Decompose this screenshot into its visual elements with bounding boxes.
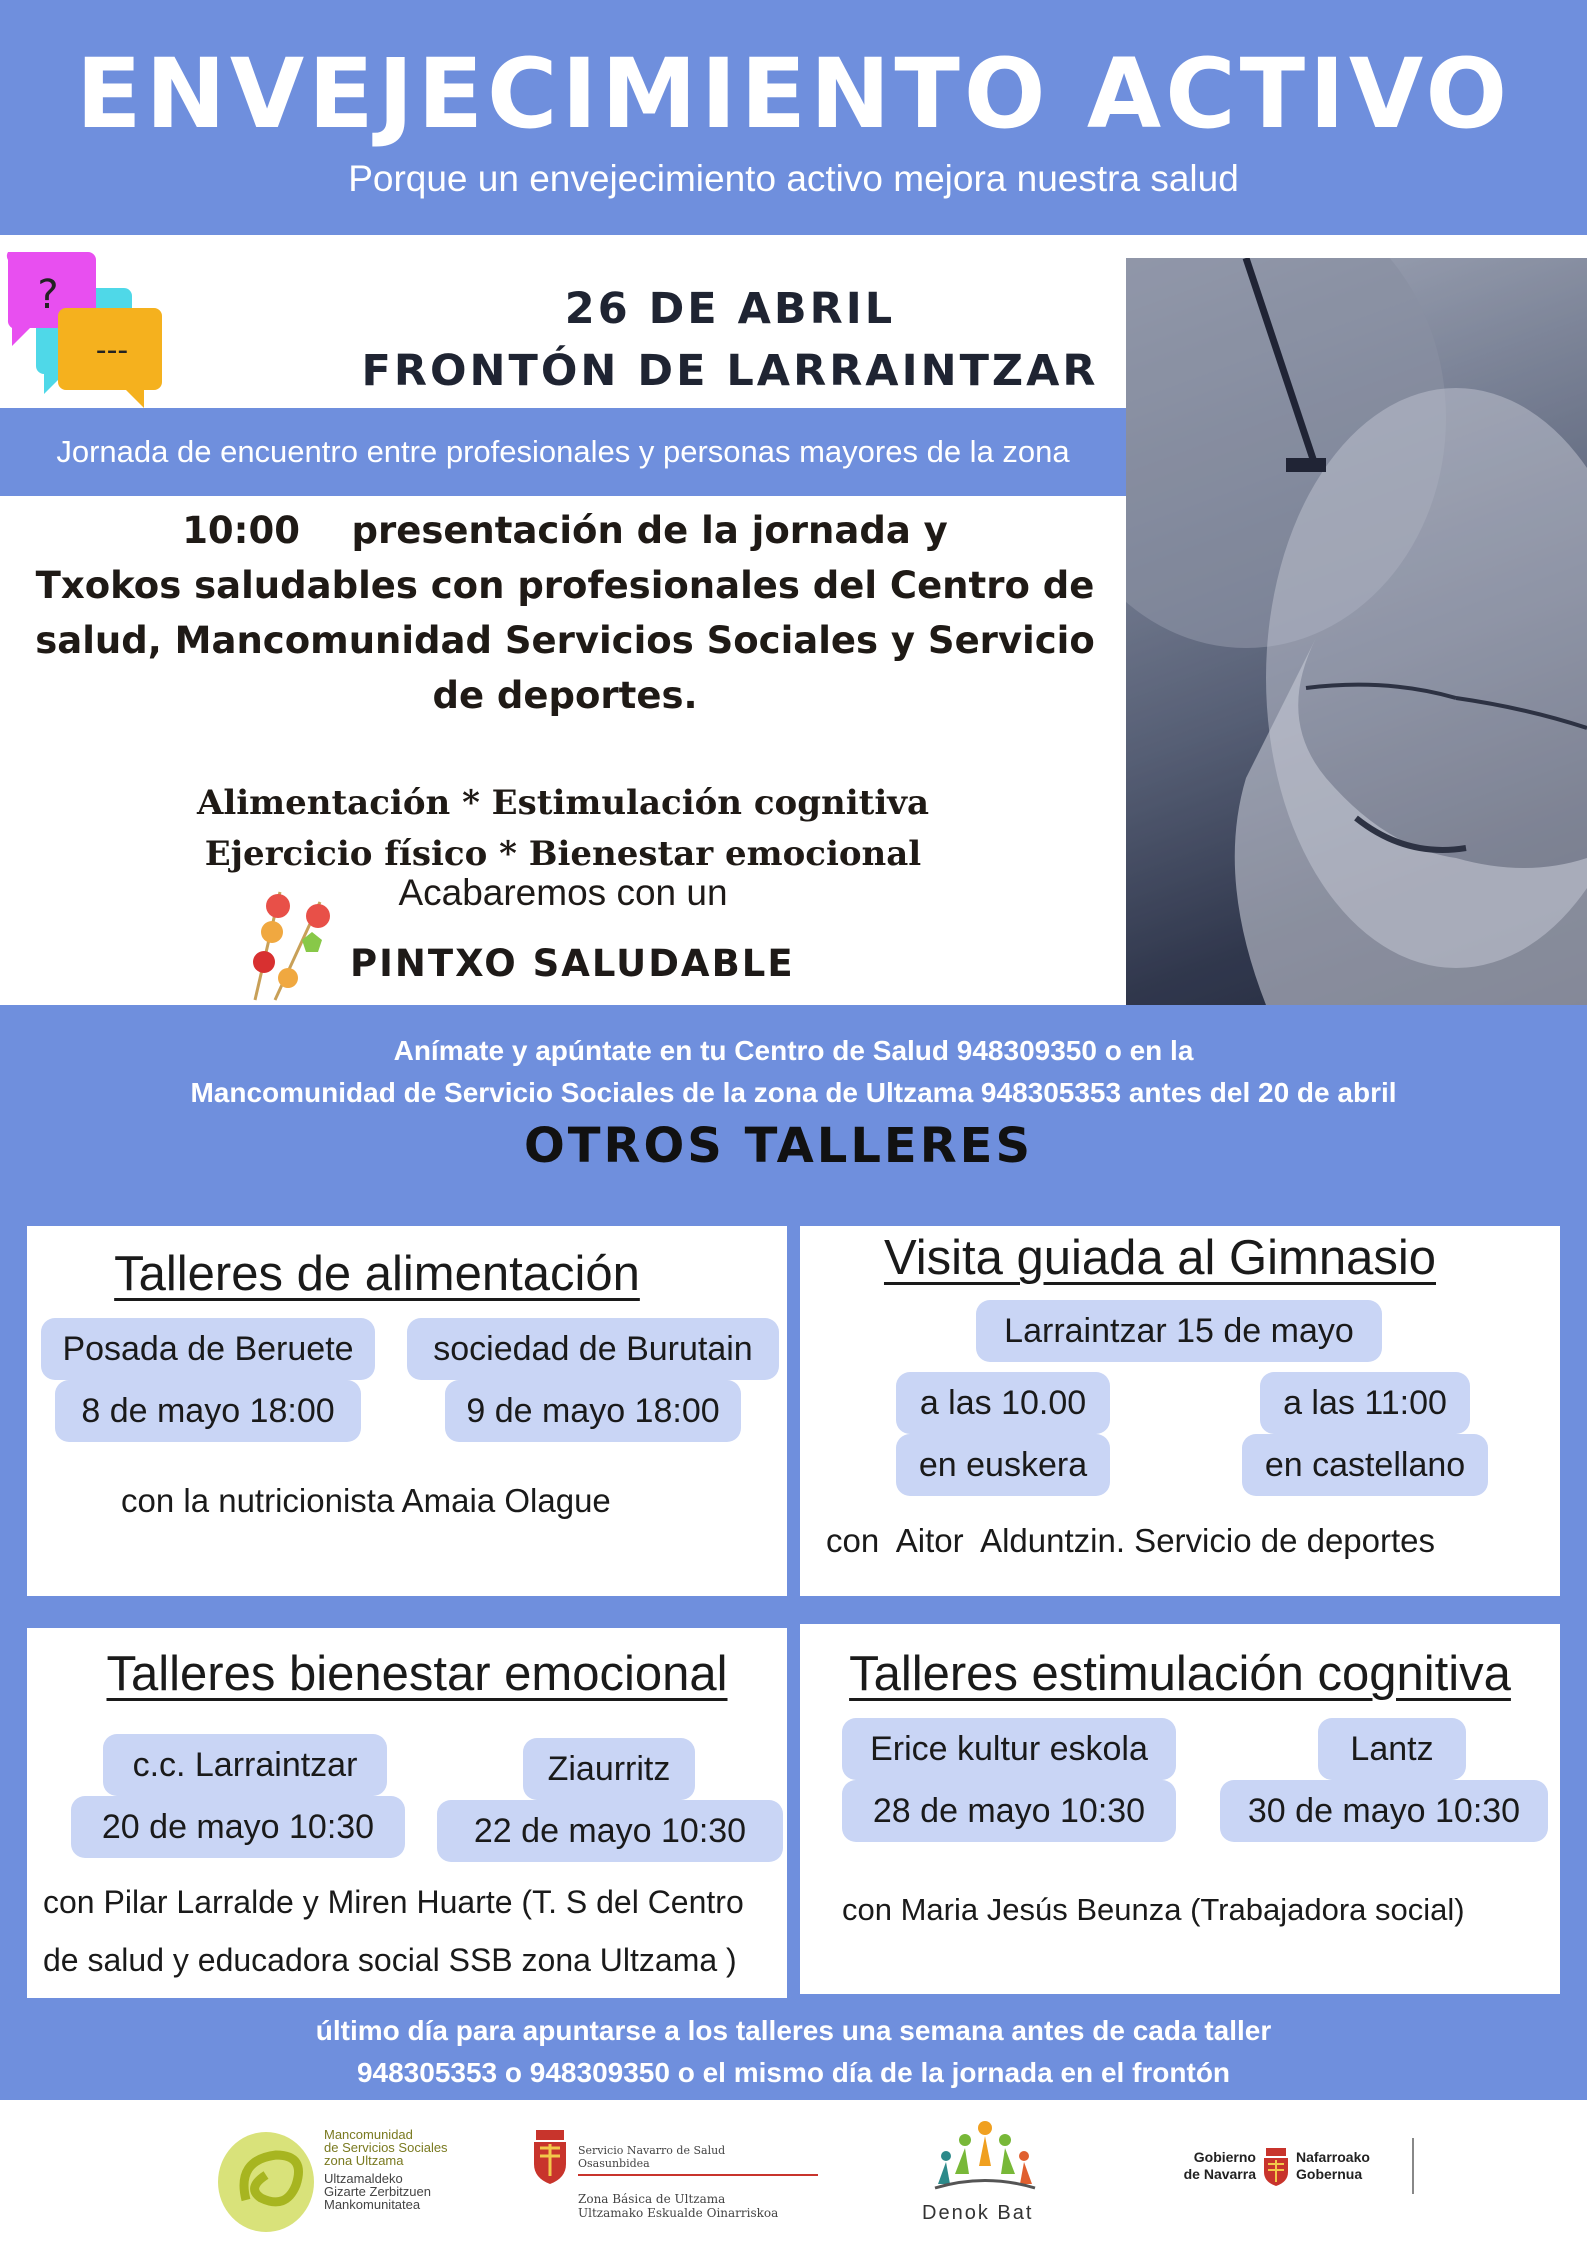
workshop-title: Talleres estimulación cognitiva (849, 1647, 1511, 1701)
main-title: ENVEJECIMIENTO ACTIVO (75, 38, 1512, 150)
program-line: de deportes. (432, 674, 698, 717)
mancomunidad-logo (216, 2120, 476, 2240)
logo-text: Nafarroako (1296, 2149, 1370, 2165)
logo-text: Mancomunidad (324, 2127, 413, 2142)
workshop-place: Posada de Beruete (41, 1318, 375, 1380)
mancomunidad-swirl-icon (216, 2120, 326, 2235)
denokbat-logo (912, 2118, 1062, 2238)
program-line: Txokos saludables con profesionales del Centro de (35, 564, 1095, 607)
event-place: FRONTÓN DE LARRAINTZAR (361, 346, 1099, 396)
denokbat-figures-icon (930, 2118, 1040, 2198)
navarra-shield-icon (1262, 2146, 1290, 2186)
workshop-note: con Aitor Alduntzin. Servicio de deportes (826, 1522, 1436, 1559)
svg-text:---: --- (95, 333, 129, 368)
fruit-skewer-icon (240, 882, 350, 1002)
gobierno-navarra-logo (1180, 2150, 1420, 2210)
workshop-place: c.c. Larraintzar (103, 1734, 387, 1796)
signup-line: Mancomunidad de Servicio Sociales de la zona de Ultzama 948305353 antes del 20 de abril (190, 1077, 1397, 1108)
logo-text: de Servicios Sociales (324, 2140, 448, 2155)
themes-line: Ejercicio físico * Bienestar emocional (204, 834, 922, 874)
workshop-language: en castellano (1242, 1434, 1488, 1496)
workshop-place: sociedad de Burutain (407, 1318, 779, 1380)
workshop-time: a las 10.00 (896, 1372, 1110, 1434)
logo-divider (1412, 2138, 1414, 2194)
workshop-date: Larraintzar 15 de mayo (976, 1300, 1382, 1362)
subtitle: Porque un envejecimiento activo mejora nuestra salud (348, 158, 1239, 199)
otros-talleres-title: OTROS TALLERES (523, 1118, 1034, 1174)
footer-logos (0, 2100, 1587, 2245)
program-text (10, 503, 1120, 723)
logo-text: Gobierno (1193, 2149, 1256, 2165)
workshop-card-gimnasio (800, 1226, 1560, 1596)
program-line: 10:00 presentación de la jornada y (182, 509, 948, 552)
workshop-note: con Pilar Larralde y Miren Huarte (T. S del Centro (43, 1884, 744, 1920)
program-line: salud, Mancomunidad Servicios Sociales y Servicio (35, 619, 1095, 662)
signup-info (0, 1030, 1587, 1114)
workshop-time: 20 de mayo 10:30 (71, 1796, 405, 1858)
workshop-time: 9 de mayo 18:00 (445, 1380, 741, 1442)
workshop-note: con la nutricionista Amaia Olague (121, 1482, 611, 1519)
closing-text: Acabaremos con un (398, 872, 728, 913)
workshop-time: a las 11:00 (1260, 1372, 1470, 1434)
workshop-note: con Maria Jesús Beunza (Trabajadora social) (842, 1892, 1465, 1927)
workshop-place: Ziaurritz (523, 1738, 695, 1800)
logo-text: Servicio Navarro de Salud (578, 2144, 726, 2157)
deadline-info (0, 2010, 1587, 2094)
deadline-line: 948305353 o 948309350 o el mismo día de la jornada en el frontón (356, 2057, 1231, 2088)
workshop-card-cognitiva (800, 1624, 1560, 1994)
logo-text: Ultzamaldeko (324, 2171, 403, 2186)
logo-text: zona Ultzama (324, 2153, 404, 2168)
logo-text: Osasunbidea (578, 2157, 650, 2170)
header (0, 0, 1587, 235)
osasunbidea-logo (530, 2120, 830, 2230)
logo-text: Zona Básica de Ultzama (578, 2192, 726, 2206)
svg-text:?: ? (37, 272, 59, 318)
event-description: Jornada de encuentro entre profesionales y personas mayores de la zona (0, 408, 1126, 496)
logo-text: Gobernua (1296, 2166, 1363, 2182)
workshop-card-alimentacion (27, 1226, 787, 1596)
workshop-card-emocional (27, 1628, 787, 1998)
deadline-line: último día para apuntarse a los talleres una semana antes de cada taller (315, 2015, 1272, 2046)
workshop-title: Talleres de alimentación (114, 1247, 640, 1301)
workshop-title: Visita guiada al Gimnasio (883, 1231, 1436, 1285)
workshop-place: Lantz (1318, 1718, 1466, 1780)
logo-divider (578, 2174, 818, 2176)
themes-list (0, 778, 1126, 880)
signup-line: Anímate y apúntate en tu Centro de Salud 948309350 o en la (393, 1035, 1194, 1066)
logo-text: de Navarra (1183, 2166, 1256, 2182)
logo-text: Denok Bat (922, 2202, 1034, 2224)
chat-bubbles-icon (4, 248, 164, 408)
workshop-place: Erice kultur eskola (842, 1718, 1176, 1780)
logo-text: Ultzamako Eskualde Oinarriskoa (578, 2206, 779, 2220)
workshop-time: 22 de mayo 10:30 (437, 1800, 783, 1862)
logo-text: Gizarte Zerbitzuen (324, 2184, 431, 2199)
themes-line: Alimentación * Estimulación cognitiva (196, 783, 930, 823)
workshop-language: en euskera (896, 1434, 1110, 1496)
workshop-note: de salud y educadora social SSB zona Ultzama ) (43, 1942, 737, 1978)
event-date: 26 DE ABRIL (564, 284, 896, 334)
workshop-time: 30 de mayo 10:30 (1220, 1780, 1548, 1842)
workshop-title: Talleres bienestar emocional (106, 1647, 728, 1701)
workshop-time: 28 de mayo 10:30 (842, 1780, 1176, 1842)
navarra-shield-icon (530, 2126, 570, 2186)
workshop-time: 8 de mayo 18:00 (55, 1380, 361, 1442)
logo-text: Mankomunitatea (324, 2197, 421, 2212)
pintxo-title: PINTXO SALUDABLE (350, 942, 795, 985)
